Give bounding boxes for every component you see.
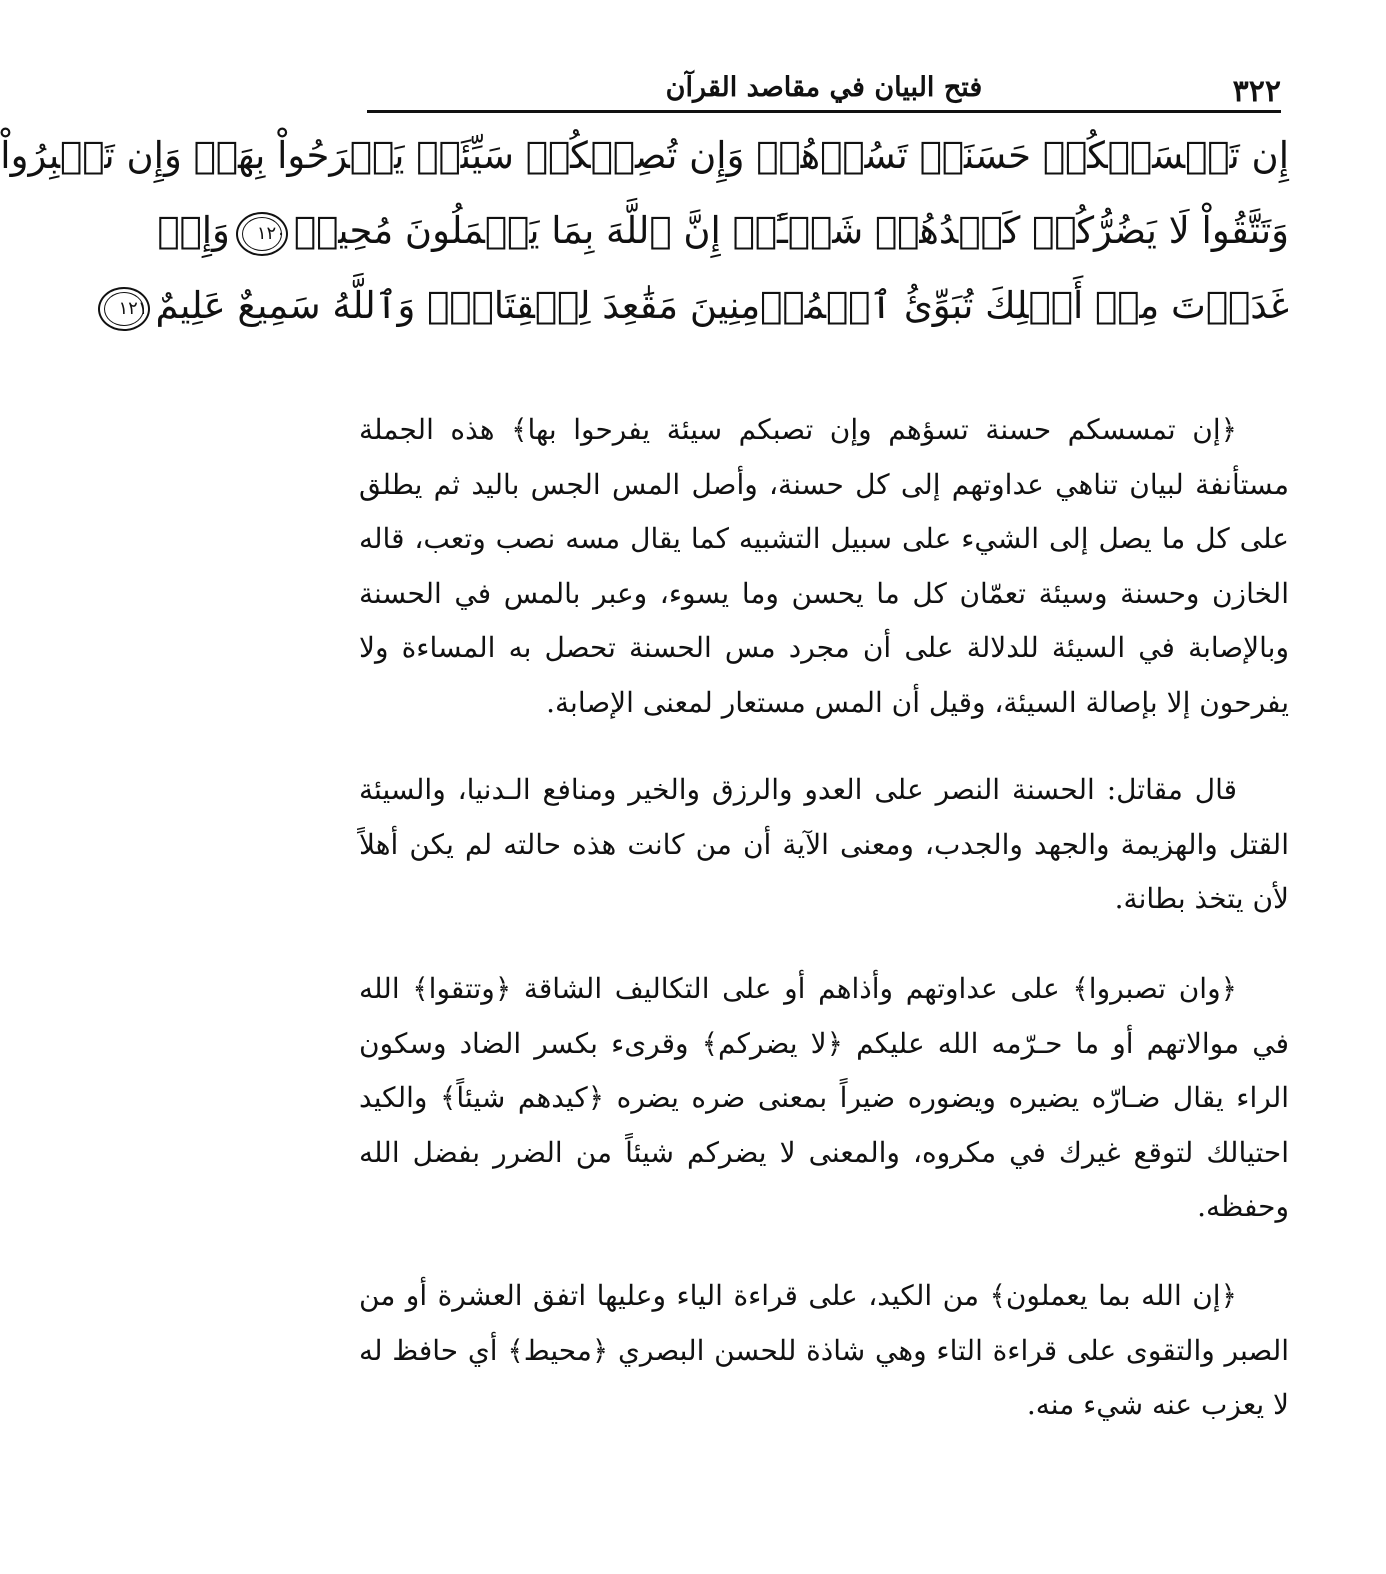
quran-verses <box>0 118 1289 343</box>
quran-line-1-text: إِن تَمۡسَسۡكُمۡ حَسَنَةٞ تَسُؤۡهُمۡ وَإِن تُصِبۡكُمۡ سَيِّئَةٞ يَفۡرَحُواْ بِهَاۖ وَإِن تَصۡبِرُواْ <box>0 134 1289 177</box>
ayah-number-marker <box>236 212 288 256</box>
commentary-paragraph-3: ﴿وان تصبروا﴾ على عداوتهم وأذاهم أو على التكاليف الشاقة ﴿وتتقوا﴾ الله في موالاتهم أو ما حـرّمه الله عليكم ﴿لا يضركم﴾ وقرىء بكسر الضاد وسكون الراء يقال ضـارّه يضيره ويضوره ضيراً بمعنى ضره يضره ﴿كيدهم شيئاً﴾ والكيد احتيالك لتوقع غيرك في مكروه، والمعنى لا يضركم شيئاً من الضرر بفضل الله وحفظه. <box>359 972 1289 1224</box>
quran-line-3 <box>118 268 1289 343</box>
page-number: ٣٢٢ <box>1232 74 1281 109</box>
commentary-paragraph-1: ﴿إن تمسسكم حسنة تسؤهم وإن تصبكم سيئة يفرحوا بها﴾ هذه الجملة مستأنفة لبيان تناهي عداوتهم إلى كل حسنة، وأصل المس الجس باليد ثم يطلق على كل ما يصل إلى الشيء على سبيل التشبيه كما يقال مسه نصب وتعب، قاله الخازن وحسنة وسيئة تعمّان كل ما يحسن وما يسوء، وعبر بالمس في الحسنة وبالإصابة في السيئة للدلالة على أن مجرد مس الحسنة تحصل به المساءة ولا يفرحون إلا بإصالة السيئة، وقيل أن المس مستعار لمعنى الإصابة. <box>359 413 1289 719</box>
quran-line-3-text: غَدَوۡتَ مِنۡ أَهۡلِكَ تُبَوِّئُ ٱلۡمُؤۡمِنِينَ مَقَٰعِدَ لِلۡقِتَالِۗ وَٱللَّهُ سَمِيعٌ عَلِيمٌ <box>155 284 1289 327</box>
commentary-paragraph-4: ﴿إن الله بما يعملون﴾ من الكيد، على قراءة الياء وعليها اتفق العشرة أو من الصبر والتقوى على قراءة التاء وهي شاذة للحسن البصري ﴿محيط﴾ أي حافظ له لا يعزب عنه شيء منه. <box>359 1279 1289 1422</box>
commentary-paragraph-2: قال مقاتل: الحسنة النصر على العدو والرزق والخير ومنافع الـدنيا، والسيئة القتل والهزيمة والجهد والجدب، ومعنى الآية أن من كانت هذه حالته لم يكن أهلاً لأن يتخذ بطانة. <box>359 773 1289 916</box>
ayah-number: ١٢٠ <box>256 222 286 244</box>
quran-line-1 <box>0 118 1289 193</box>
ayah-number: ١٢١ <box>118 297 148 319</box>
quran-line-2 <box>157 193 1289 268</box>
page-header <box>367 64 1281 113</box>
quran-line-2-tail: وَإِذۡ <box>157 209 230 252</box>
quran-line-2-text: وَتَتَّقُواْ لَا يَضُرُّكُمۡ كَيۡدُهُمۡ شَيۡـًٔاۗ إِنَّ ٱللَّهَ بِمَا يَعۡمَلُونَ مُحِيطٞ <box>293 209 1289 252</box>
running-title: فتح البيان في مقاصد القرآن <box>665 72 983 103</box>
ayah-number-marker <box>98 287 150 331</box>
